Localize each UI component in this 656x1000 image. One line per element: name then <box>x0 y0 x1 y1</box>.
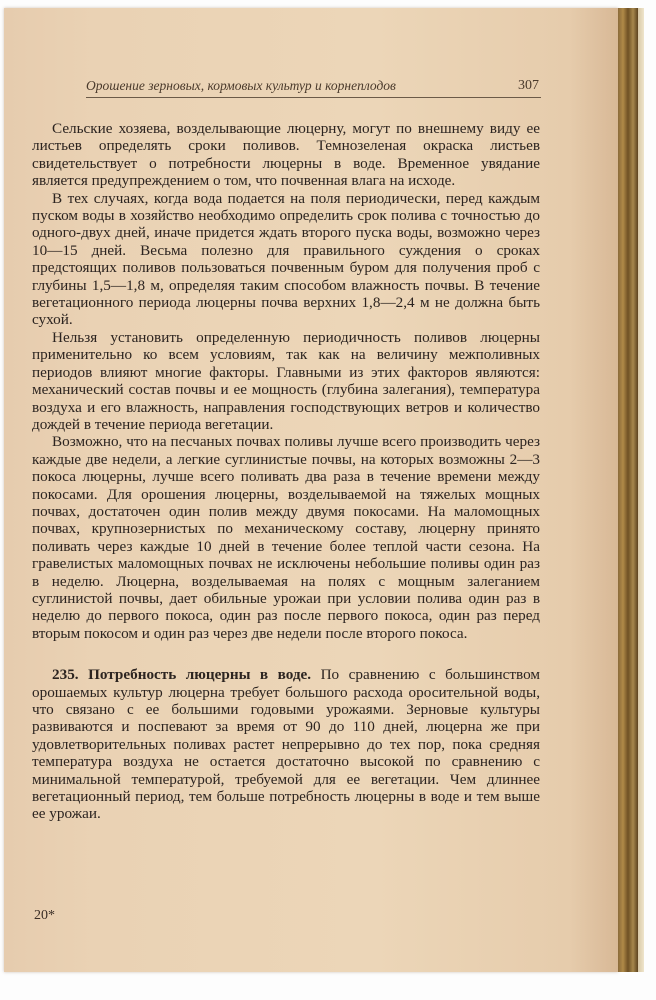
signature-mark: 20* <box>34 908 55 923</box>
book-spine-edge <box>618 8 638 972</box>
section-title: 235. Потребность люцерны в воде. <box>52 666 312 684</box>
paragraph: Нельзя установить определенную периодичность поливов люцерны применительно ко всем условиям, так как на величину межполивных периодов влияют многие факторы. Главными из этих факторов являются: механический состав почвы и ее мощность (глубина залегания), температура воздуха и его влажность, направления господствующих ветров и количество дождей в течение периода вегетации. <box>32 328 540 433</box>
page-stack-edge <box>638 8 644 972</box>
page-number: 307 <box>518 78 539 93</box>
paragraph: В тех случаях, когда вода подается на поля периодически, перед каждым пуском воды в хозяйство необходимо определить срок полива с точностью до одного-двух дней, иначе придется ждать второго пуска воды, возможно через 10—15 дней. Весьма полезно для правильного суждения о сроках предстоящих поливов пользоваться почвенным буром для получения проб с глубины 1,5—1,8 м, определяя таким способом влажность почвы. В течение вегетационного периода люцерны почва верхних 1,8—2,4 м не должна быть сухой. <box>32 189 540 329</box>
paragraph: Сельские хозяева, возделывающие люцерну, могут по внешнему виду ее листьев определять сроки поливов. Темнозеленая окраска листьев свидетельствует о потребности люцерны в воде. Временное увядание является предупреждением о том, что почвенная влага на исходе. <box>32 120 540 190</box>
page-body <box>32 120 540 823</box>
section-text: По сравнению с большинством орошаемых культур люцерна требует большого расхода оросительной воды, что связано с ее большими годовыми урожаями. Зерновые культуры развиваются и поспевают за время от 90 до 110 дней, люцерна же при удовлетворительных поливах растет непрерывно до тех пор, пока средняя температура воздуха не остается достаточно высокой по сравнению с минимальной температурой, требуемой для ее вегетации. Чем длиннее вегетационный период, тем больше потребность люцерны в воде и тем выше ее урожаи. <box>32 666 541 823</box>
section-paragraph <box>32 666 540 823</box>
paragraph: Возможно, что на песчаных почвах поливы лучше всего производить через каждые две недели, а легкие суглинистые почвы, на которых возможны 2—3 покоса люцерны, лучше всего поливать два раза в течение времени между покосами. Для орошения люцерны, возделываемой на тяжелых мощных почвах, достаточен один полив между двумя покосами. На маломощных почвах, крупнозернистых по механическому составу, люцерну принято поливать через каждые 10 дней в течение более теплой части сезона. На гравелистых маломощных почвах не исключены небольшие поливы один раз в неделю. Люцерна, возделываемая на полях с мощным залеганием суглинистой почвы, дает обильные урожаи при условии полива один раз в неделю до первого покоса, один раз после первого покоса, один раз перед вторым покосом и один раз через две недели после второго покоса. <box>32 433 540 642</box>
running-header <box>86 78 541 98</box>
running-title: Орошение зерновых, кормовых культур и корнеплодов <box>86 78 396 93</box>
